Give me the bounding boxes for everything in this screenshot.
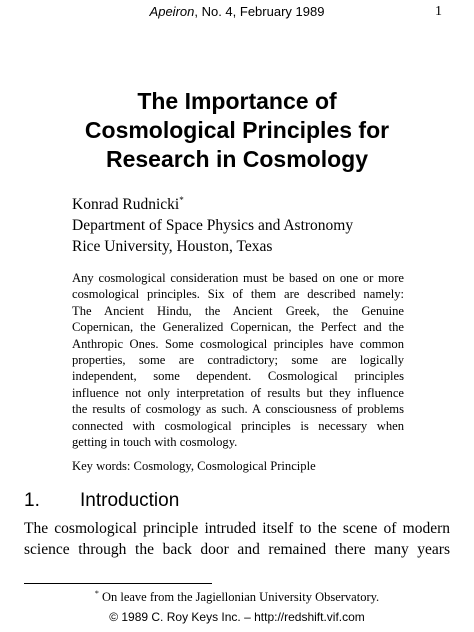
- journal-name: Apeiron: [149, 4, 195, 19]
- author-name: Konrad Rudnicki: [72, 196, 180, 213]
- section-heading: [24, 489, 179, 513]
- footnote: [0, 590, 474, 605]
- journal-issue: , No. 4, February 1989: [194, 4, 325, 19]
- abstract-line: Copernican, the Generalized Copernican, the Perfect and the: [72, 320, 404, 335]
- abstract-line: getting in touch with cosmology.: [72, 435, 238, 450]
- author-footnote-mark: *: [179, 195, 184, 205]
- title-line-1: The Importance of: [137, 88, 337, 114]
- footnote-mark: *: [94, 589, 99, 598]
- abstract-line: independent, some dependent. Cosmological principles: [72, 369, 404, 384]
- title-line-3: Research in Cosmology: [105, 146, 369, 172]
- abstract-line: the results of cosmology as such. A consciousness of problems: [72, 402, 404, 417]
- page-number: 1: [435, 4, 442, 19]
- abstract-line: connected with cosmological principles is necessary when: [72, 418, 404, 433]
- author-institution: Rice University, Houston, Texas: [72, 238, 273, 255]
- body-line: The cosmological principle intruded itself to the scene of modern: [24, 520, 450, 537]
- abstract-line: cosmological principles. Six of them are described namely:: [72, 287, 404, 302]
- title-line-2: Cosmological Principles for: [84, 117, 390, 143]
- abstract: [72, 270, 404, 450]
- abstract-line: Anthropic Ones. Some cosmological principles have common: [72, 336, 404, 351]
- copyright-footer: © 1989 C. Roy Keys Inc. – http://redshift.vif.com: [109, 610, 365, 624]
- section-title: Introduction: [80, 490, 180, 511]
- journal-citation: [0, 4, 474, 20]
- author-department: Department of Space Physics and Astronomy: [72, 217, 354, 234]
- section-number: 1.: [24, 490, 40, 511]
- author-block: [72, 194, 353, 257]
- abstract-line: properties, some are contradictory; some are logically: [72, 353, 404, 368]
- footnote-divider: [24, 583, 212, 584]
- paper-title: [0, 87, 474, 174]
- author-name-line: [72, 194, 353, 215]
- body-paragraph: [24, 518, 450, 560]
- footnote-text: On leave from the Jagiellonian University Observatory.: [98, 590, 380, 604]
- abstract-line: Any cosmological consideration must be based on one or more: [72, 271, 404, 285]
- keywords: Key words: Cosmology, Cosmological Principle: [72, 459, 316, 473]
- abstract-line: influence not only interpretation of results but they influence: [72, 385, 404, 400]
- abstract-line: The Ancient Hindu, the Ancient Greek, the Genuine: [72, 303, 404, 318]
- body-line: science through the back door and remained there many years: [24, 541, 450, 558]
